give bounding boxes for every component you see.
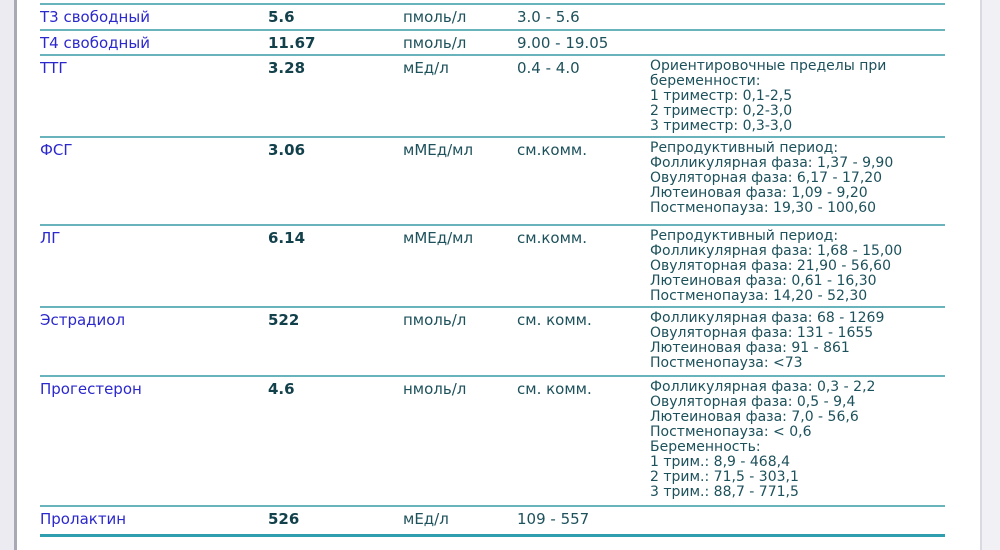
results-table-body: [40, 4, 945, 535]
comment-line: Беременность:: [650, 439, 761, 455]
test-name: Эстрадиол: [40, 311, 126, 329]
reference-comments: [650, 30, 945, 55]
reference-comments: [650, 307, 945, 376]
comment-line: Лютеиновая фаза: 1,09 - 9,20: [650, 185, 868, 201]
comment-line: Постменопауза: < 0,6: [650, 424, 812, 440]
comment-line: Репродуктивный период:: [650, 228, 839, 244]
test-name: Пролактин: [40, 510, 127, 528]
page-right-margin: [980, 0, 1000, 550]
reference-comments: [650, 506, 945, 535]
reference-range: см.комм.: [517, 229, 587, 247]
lab-results-table: [40, 3, 945, 537]
test-name: ТТГ: [40, 59, 68, 77]
test-name: Прогестерон: [40, 380, 142, 398]
reference-range: см.комм.: [517, 141, 587, 159]
test-result-value: 3.06: [268, 141, 306, 159]
comment-line: 1 триместр: 0,1-2,5: [650, 88, 793, 104]
test-result-value: 522: [268, 311, 300, 329]
test-unit: мЕд/л: [403, 510, 449, 528]
comment-line: 3 триместр: 0,3-3,0: [650, 118, 793, 134]
table-row: [40, 55, 945, 137]
table-row: [40, 4, 945, 30]
reference-comments: [650, 4, 945, 30]
reference-range: 3.0 - 5.6: [517, 8, 580, 26]
test-unit: нмоль/л: [403, 380, 467, 398]
comment-line: Постменопауза: <73: [650, 355, 803, 371]
comment-line: Постменопауза: 19,30 - 100,60: [650, 200, 877, 216]
comment-line: Лютеиновая фаза: 0,61 - 16,30: [650, 273, 877, 289]
comment-line: Овуляторная фаза: 131 - 1655: [650, 325, 874, 341]
test-result-value: 5.6: [268, 8, 295, 26]
test-unit: мЕд/л: [403, 59, 449, 77]
comment-line: Лютеиновая фаза: 91 - 861: [650, 340, 850, 356]
comment-line: Овуляторная фаза: 21,90 - 56,60: [650, 258, 891, 274]
comment-line: Фолликулярная фаза: 68 - 1269: [650, 310, 885, 326]
comment-line: Фолликулярная фаза: 0,3 - 2,2: [650, 379, 876, 395]
test-result-value: 11.67: [268, 34, 316, 52]
reference-range: см. комм.: [517, 311, 592, 329]
table-row: [40, 506, 945, 535]
comment-line: Ориентировочные пределы при беременности:: [650, 58, 887, 89]
table-row: [40, 307, 945, 376]
table-row: [40, 137, 945, 225]
reference-range: 109 - 557: [517, 510, 590, 528]
comment-line: 1 трим.: 8,9 - 468,4: [650, 454, 790, 470]
test-result-value: 6.14: [268, 229, 306, 247]
comment-line: 2 триместр: 0,2-3,0: [650, 103, 793, 119]
comment-line: Фолликулярная фаза: 1,37 - 9,90: [650, 155, 894, 171]
test-result-value: 3.28: [268, 59, 306, 77]
test-unit: пмоль/л: [403, 34, 467, 52]
test-result-value: 526: [268, 510, 300, 528]
reference-range: 0.4 - 4.0: [517, 59, 580, 77]
comment-line: Овуляторная фаза: 0,5 - 9,4: [650, 394, 856, 410]
test-unit: мМЕд/мл: [403, 229, 474, 247]
comment-line: 2 трим.: 71,5 - 303,1: [650, 469, 799, 485]
comment-line: Постменопауза: 14,20 - 52,30: [650, 288, 868, 304]
reference-range: 9.00 - 19.05: [517, 34, 609, 52]
test-unit: пмоль/л: [403, 8, 467, 26]
reference-range: см. комм.: [517, 380, 592, 398]
reference-comments: [650, 137, 945, 225]
page-left-margin: [0, 0, 17, 550]
table-row: [40, 376, 945, 506]
comment-line: 3 трим.: 88,7 - 771,5: [650, 484, 799, 500]
test-name: Т4 свободный: [40, 34, 150, 52]
reference-comments: [650, 55, 945, 137]
test-result-value: 4.6: [268, 380, 295, 398]
test-name: Т3 свободный: [40, 8, 150, 26]
test-unit: пмоль/л: [403, 311, 467, 329]
comment-line: Овуляторная фаза: 6,17 - 17,20: [650, 170, 883, 186]
reference-comments: [650, 376, 945, 506]
table-row: [40, 225, 945, 307]
comment-line: Репродуктивный период:: [650, 140, 839, 156]
test-name: ЛГ: [40, 229, 61, 247]
table-row: [40, 30, 945, 55]
test-name: ФСГ: [40, 141, 73, 159]
comment-line: Лютеиновая фаза: 7,0 - 56,6: [650, 409, 859, 425]
test-unit: мМЕд/мл: [403, 141, 474, 159]
comment-line: Фолликулярная фаза: 1,68 - 15,00: [650, 243, 903, 259]
reference-comments: [650, 225, 945, 307]
